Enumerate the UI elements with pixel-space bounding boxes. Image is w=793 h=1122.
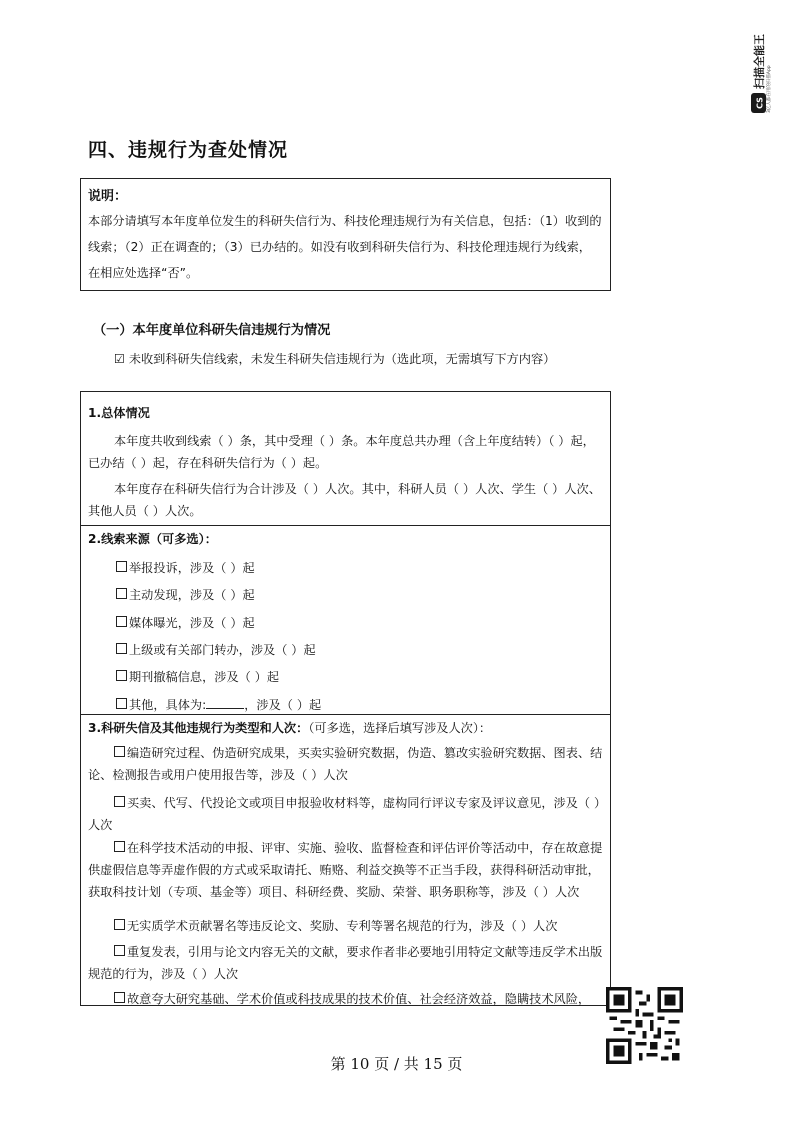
type-option[interactable]: 重复发表，引用与论文内容无关的文献，要求作者非必要地引用特定文献等违反学术出版规范的行为，涉及（ ）人次 bbox=[88, 945, 603, 981]
checked-checkbox-icon[interactable]: ☑ bbox=[114, 352, 125, 366]
checkbox-icon[interactable] bbox=[114, 746, 125, 757]
logo-text: CS bbox=[755, 97, 765, 109]
type-option[interactable]: 无实质学术贡献署名等违反论文、奖励、专利等署名规范的行为，涉及（ ）人次 bbox=[88, 915, 603, 937]
section-heading: 四、违规行为查处情况 bbox=[88, 139, 289, 161]
source-option[interactable]: 媒体曝光，涉及（ ）起 bbox=[116, 614, 255, 631]
sources-title: 2.线索来源（可多选）： bbox=[88, 532, 217, 546]
checkbox-icon[interactable] bbox=[114, 945, 125, 956]
checkbox-icon[interactable] bbox=[114, 992, 125, 1003]
row-divider bbox=[81, 525, 610, 526]
brand-tagline: 3亿人都在用的扫描App bbox=[767, 65, 772, 113]
subsection-title: （一）本年度单位科研失信违规行为情况 bbox=[93, 323, 331, 338]
page-number: 第 10 页 / 共 15 页 bbox=[330, 1055, 463, 1073]
note-body: 本部分请填写本年度单位发生的科研失信行为、科技伦理违规行为有关信息，包括：（1）收到的线索；（2）正在调查的；（3）已办结的。如没有收到科研失信行为、科技伦理违规行为线索，在相应处选择“否”。 bbox=[88, 214, 602, 280]
checkbox-icon[interactable] bbox=[116, 561, 127, 572]
source-option[interactable]: 期刊撤稿信息，涉及（ ）起 bbox=[116, 668, 279, 685]
checkbox-icon[interactable] bbox=[116, 616, 127, 627]
camscanner-logo bbox=[748, 15, 772, 115]
row-divider bbox=[81, 714, 610, 715]
overview-para-1: 本年度共收到线索（ ）条，其中受理（ ）条。本年度总共办理（含上年度结转）（ ）起，已办结（ ）起，存在科研失信行为（ ）起。 bbox=[88, 434, 595, 470]
checkbox-icon[interactable] bbox=[116, 588, 127, 599]
type-option[interactable]: 在科学技术活动的申报、评审、实施、验收、监督检查和评估评价等活动中，存在故意提供虚假信息等弄虚作假的方式或采取请托、贿赂、利益交换等不正当手段，获得科研活动审批，获取科技计划（专项、基金等）项目、科研经费、奖励、荣誉、职务职称等，涉及（ ）人次 bbox=[88, 841, 603, 899]
note-box bbox=[80, 178, 611, 291]
checkbox-icon[interactable] bbox=[116, 643, 127, 654]
misconduct-table bbox=[80, 391, 611, 1006]
source-option[interactable]: 举报投诉，涉及（ ）起 bbox=[116, 559, 255, 576]
overview-para-2: 本年度存在科研失信行为合计涉及（ ）人次。其中，科研人员（ ）人次、学生（ ）人次、其他人员（ ）人次。 bbox=[88, 482, 601, 518]
checkbox-icon[interactable] bbox=[116, 698, 127, 709]
source-option-other[interactable]: 其他，具体为: ，涉及（ ）起 bbox=[116, 696, 321, 713]
note-title: 说明： bbox=[88, 189, 128, 204]
type-option[interactable]: 编造研究过程、伪造研究成果，买卖实验研究数据，伪造、篡改实验研究数据、图表、结论、检测报告或用户使用报告等，涉及（ ）人次 bbox=[88, 746, 603, 782]
brand-text: 扫描全能王 bbox=[753, 34, 766, 89]
type-option[interactable]: 故意夸大研究基础、学术价值或科技成果的技术价值、社会经济效益，隐瞒技术风险， bbox=[88, 988, 603, 1010]
no-lead-checkbox-row[interactable] bbox=[114, 350, 555, 367]
type-option[interactable]: 买卖、代写、代投论文或项目申报验收材料等，虚构同行评议专家及评议意见，涉及（ ）人次 bbox=[88, 796, 601, 832]
checkbox-icon[interactable] bbox=[114, 796, 125, 807]
source-option[interactable]: 主动发现，涉及（ ）起 bbox=[116, 586, 255, 603]
no-lead-label: 未收到科研失信线索，未发生科研失信违规行为（选此项，无需填写下方内容） bbox=[128, 352, 556, 366]
checkbox-icon[interactable] bbox=[116, 670, 127, 681]
types-title: 3.科研失信及其他违规行为类型和人次：（可多选，选择后填写涉及人次）： bbox=[88, 721, 492, 735]
checkbox-icon[interactable] bbox=[114, 841, 125, 852]
overview-title: 1.总体情况 bbox=[88, 406, 150, 420]
source-option[interactable]: 上级或有关部门转办，涉及（ ）起 bbox=[116, 641, 316, 658]
other-blank-field[interactable] bbox=[206, 698, 244, 709]
checkbox-icon[interactable] bbox=[114, 919, 125, 930]
